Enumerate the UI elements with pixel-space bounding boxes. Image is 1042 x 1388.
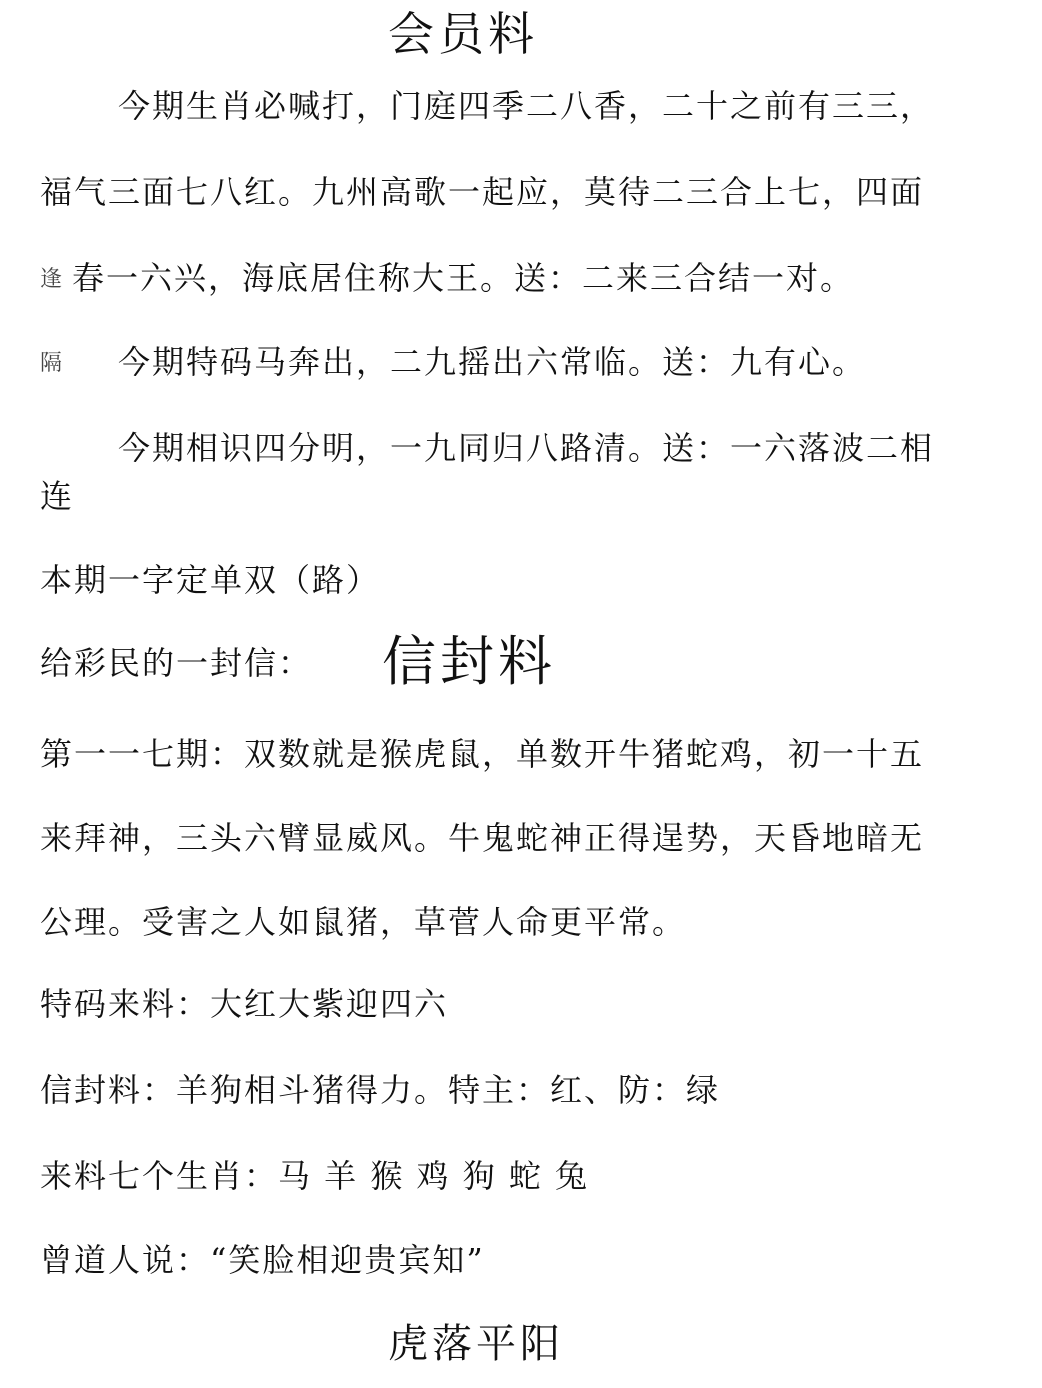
saying-line: 曾道人说：“笑脸相迎贵宾知” <box>40 1241 485 1279</box>
para1-line1: 今期生肖必喊打，门庭四季二八香，二十之前有三三， <box>118 87 935 125</box>
letter-line <box>40 630 557 693</box>
para2-text: 今期特码马奔出，二九摇出六常临。送：九有心。 <box>118 343 867 381</box>
footer-title: 虎落平阳 <box>388 1321 564 1367</box>
para4-line3: 公理。受害之人如鼠猪，草菅人命更平常。 <box>40 903 687 941</box>
para3-line1: 今期相识四分明，一九同归八路清。送：一六落波二相 <box>118 429 935 467</box>
special-code-line: 特码来料：大红大紫迎四六 <box>40 985 449 1023</box>
para4-line2: 来拜神，三头六臂显威风。牛鬼蛇神正得逞势，天昏地暗无 <box>40 819 925 857</box>
para1-line2: 福气三面七八红。九州高歌一起应，莫待二三合上七，四面 <box>40 173 925 211</box>
envelope-line: 信封料：羊狗相斗猪得力。特主：红、防：绿 <box>40 1071 721 1109</box>
para1-line3: 春一六兴，海底居住称大王。送：二来三合结一对。 <box>72 259 855 297</box>
para2-fragment: 隔 <box>40 351 63 376</box>
page-title: 会员料 <box>388 7 538 61</box>
seven-zodiac-line: 来料七个生肖：马 羊 猴 鸡 狗 蛇 兔 <box>40 1157 590 1195</box>
para1-line3-fragment: 逢 <box>40 267 63 292</box>
letter-label: 给彩民的一封信： <box>40 644 313 682</box>
single-double-line: 本期一字定单双（路） <box>40 561 381 599</box>
para4-line1: 第一一七期：双数就是猴虎鼠，单数开牛猪蛇鸡，初一十五 <box>40 735 925 773</box>
envelope-title: 信封料 <box>382 630 557 693</box>
para3-line2: 连 <box>40 477 75 515</box>
